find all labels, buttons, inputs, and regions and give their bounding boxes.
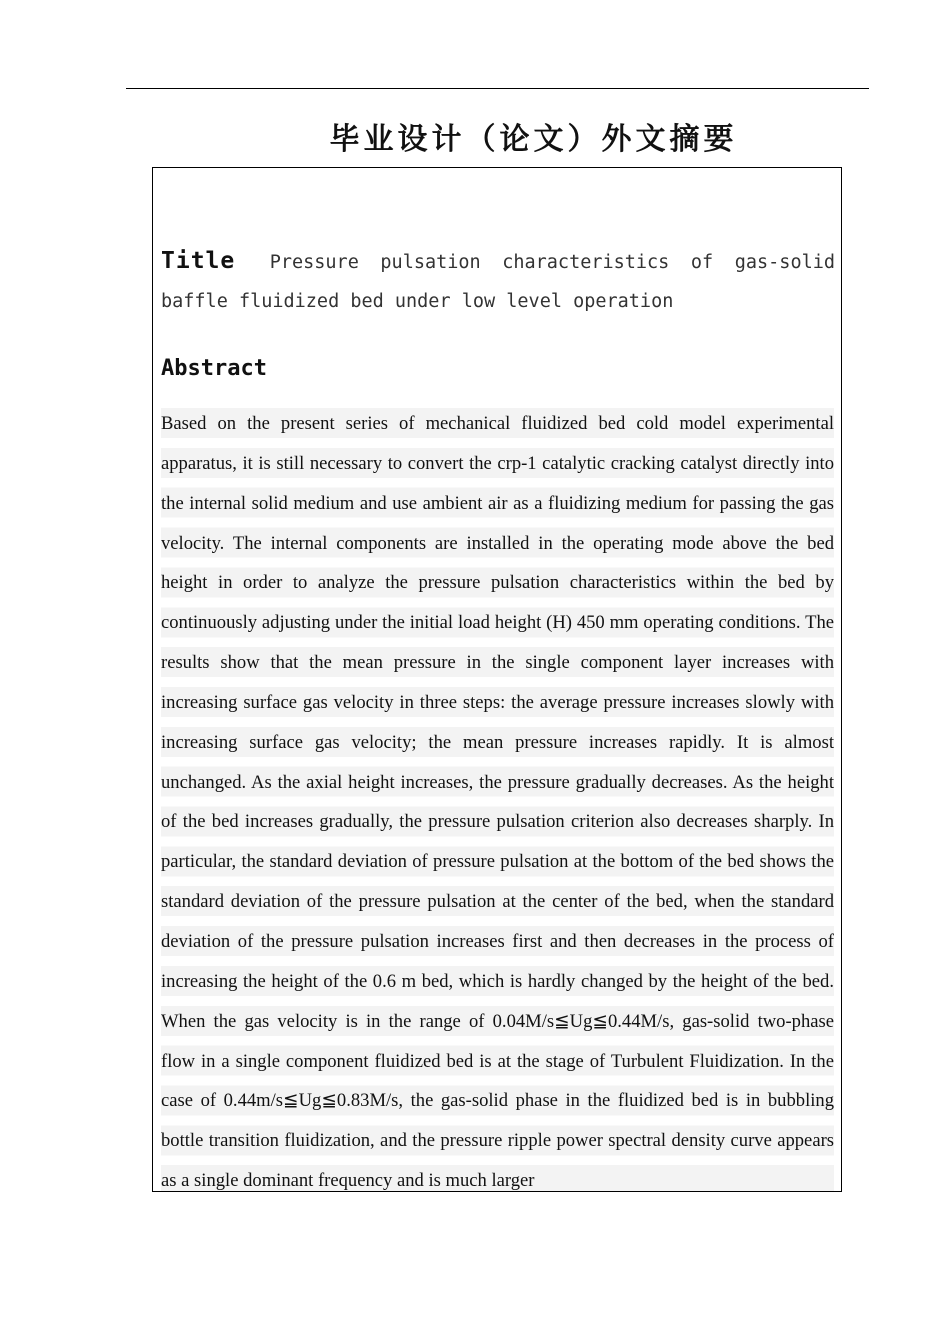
abstract-body: Based on the present series of mechanical fluidized bed cold model experimental apparatus, it is still necessary to convert the crp-1 catalytic cracking catalyst directly into the internal solid medium and use ambient air as a fluidizing medium for passing the gas velocity. The internal components are installed in the operating mode above the bed height in order to analyze the pressure pulsation characteristics within the bed by continuously adjusting under the initial load height (H) 450 mm operating conditions. The results show that the mean pressure in the single component layer increases with increasing surface gas velocity in three steps: the average pressure increases slowly with increasing surface gas velocity; the mean pressure increases rapidly. It is almost unchanged. As the axial height increases, the pressure gradually decreases. As the height of the bed increases gradually, the pressure pulsation criterion also decreases sharply. In particular, the standard deviation of pressure pulsation at the bottom of the bed shows the standard deviation of the pressure pulsation at the center of the bed, when the standard deviation of the pressure pulsation increases first and then decreases in the process of increasing the height of the 0.6 m bed, which is hardly changed by the height of the bed. When the gas velocity is in the range of 0.04M/s≦Ug≦0.44M/s, gas-solid two-phase flow in a single component fluidized bed is at the stage of Turbulent Fluidization. In the case of 0.44m/s≦Ug≦0.83M/s, the gas-solid phase in the fluidized bed is in bubbling bottle transition fluidization, and the pressure ripple power spectral density curve appears as a single dominant frequency and is much larger (161, 404, 834, 1192)
page-title: 毕业设计（论文）外文摘要 (329, 122, 738, 157)
title-block (161, 242, 835, 321)
abstract-heading: Abstract (161, 356, 267, 381)
title-label: Title (161, 248, 236, 274)
header-rule (126, 88, 869, 89)
abstract-box (152, 167, 842, 1192)
title-text: Pressure pulsation characteristics of gas-solid baffle fluidized bed under low level operation (161, 252, 835, 312)
